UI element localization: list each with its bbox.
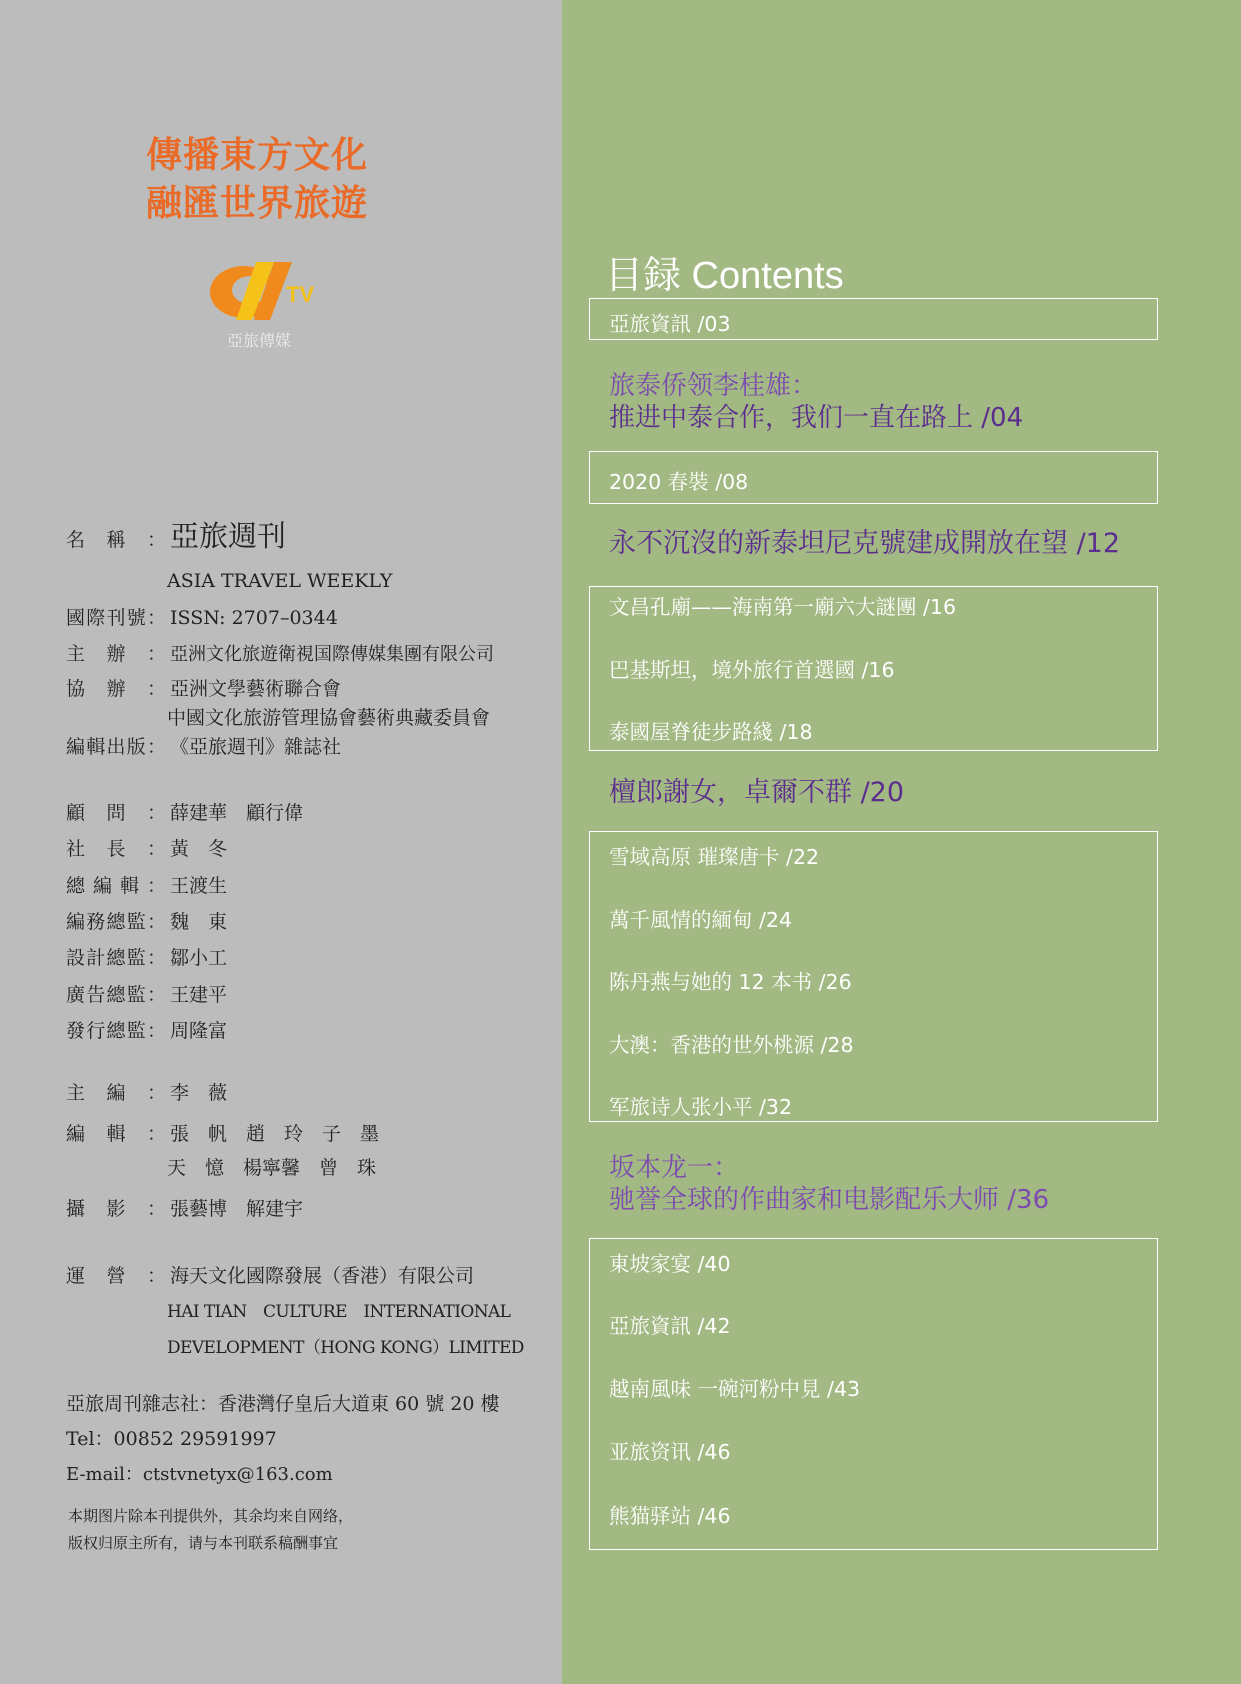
issn-label: 國際刊號： (66, 607, 166, 629)
toc-item[interactable]: 文昌孔廟——海南第一廟六大謎團 /16 (609, 595, 957, 619)
email: E-mail：ctstvnetyx@163.com (66, 1464, 333, 1485)
ad-director-row (66, 982, 227, 1008)
toc-feature-2[interactable]: 永不沉沒的新泰坦尼克號建成開放在望 /12 (609, 528, 1121, 559)
logo-caption: 亞旅傳媒 (226, 331, 291, 350)
slogan-line-1: 傳播東方文化 (146, 135, 369, 176)
toc-item[interactable]: 军旅诗人张小平 /32 (609, 1095, 793, 1119)
toc-item[interactable]: 2020 春裝 /08 (609, 470, 749, 494)
toc-item[interactable]: 亚旅资讯 /46 (609, 1440, 731, 1464)
issn-row (66, 605, 338, 631)
editors-label: 編輯： (66, 1123, 166, 1145)
president-row (66, 836, 227, 862)
advisor-row (66, 800, 303, 826)
distribution-director-label: 發行總監： (66, 1020, 166, 1042)
svg-text:TV: TV (286, 282, 315, 307)
editorial-director-value: 魏 東 (170, 911, 228, 933)
magazine-name-en: ASIA TRAVEL WEEKLY (167, 570, 393, 592)
toc-title: 目録 Contents (605, 255, 844, 297)
masthead (66, 0, 546, 1684)
toc-item[interactable]: 亞旅資訊 /42 (609, 1314, 731, 1338)
advisor-label: 顧問： (66, 802, 166, 824)
photo-value: 張藝博 解建宇 (170, 1198, 304, 1220)
photo-row (66, 1196, 303, 1222)
editor-in-chief-label: 主編： (66, 1082, 166, 1104)
publisher-label: 編輯出版： (66, 736, 166, 758)
co-organizer-label: 協辦： (66, 678, 166, 700)
telephone: Tel：00852 29591997 (66, 1428, 277, 1450)
editorial-director-label: 編務總監： (66, 911, 166, 933)
operator-value: 海天文化國際發展（香港）有限公司 (170, 1265, 475, 1287)
editors-value-2: 天 憶 楊寧馨 曾 珠 (167, 1157, 377, 1179)
toc-item[interactable]: 越南風味 一碗河粉中見 /43 (609, 1377, 861, 1401)
host-label: 主辦： (66, 643, 166, 665)
name-label: 名稱： (66, 529, 166, 551)
toc-item[interactable]: 亞旅資訊 /03 (609, 312, 731, 336)
toc-item[interactable]: 雪域高原 璀璨唐卡 /22 (609, 845, 820, 869)
operator-en-line-1: HAI TIAN CULTURE INTERNATIONAL (167, 1302, 511, 1322)
toc-item[interactable]: 大澳：香港的世外桃源 /28 (609, 1033, 854, 1057)
toc-feature-1-line-2[interactable]: 推进中泰合作，我们一直在路上 /04 (609, 403, 1024, 433)
chief-editor-value: 王渡生 (170, 875, 228, 897)
photo-label: 攝影： (66, 1198, 166, 1220)
ad-director-label: 廣告總監： (66, 984, 166, 1006)
toc-feature-4-line-1[interactable]: 坂本龙一： (609, 1153, 740, 1183)
issn-value: ISSN: 2707–0344 (170, 607, 338, 629)
design-director-row (66, 945, 227, 971)
operator-en-line-2: DEVELOPMENT（HONG KONG）LIMITED (167, 1338, 524, 1358)
publisher-row (66, 734, 341, 760)
toc-feature-3[interactable]: 檀郎謝女，卓爾不群 /20 (609, 777, 905, 808)
toc-item[interactable]: 萬千風情的緬甸 /24 (609, 908, 793, 932)
president-label: 社長： (66, 838, 166, 860)
editor-in-chief-value: 李 薇 (170, 1082, 228, 1104)
co-organizer-value-2: 中國文化旅游管理協會藝術典藏委員會 (167, 707, 491, 729)
operator-row (66, 1263, 474, 1289)
advisor-value: 薛建華 顧行偉 (170, 802, 304, 824)
co-organizer-value-1: 亞洲文學藝術聯合會 (170, 678, 342, 700)
design-director-label: 設計總監： (66, 947, 166, 969)
design-director-value: 鄒小工 (170, 947, 228, 969)
ad-director-value: 王建平 (170, 984, 228, 1006)
editors-value-1: 張 帆 趙 玲 子 墨 (170, 1123, 380, 1145)
operator-label: 運營： (66, 1265, 166, 1287)
editors-row (66, 1121, 379, 1147)
address: 亞旅周刊雜志社：香港灣仔皇后大道東 60 號 20 樓 (66, 1393, 500, 1415)
distribution-director-value: 周隆富 (170, 1020, 228, 1042)
toc-item[interactable]: 泰國屋脊徒步路綫 /18 (609, 720, 813, 744)
editorial-director-row (66, 909, 227, 935)
host-value: 亞洲文化旅遊衛視国際傳媒集團有限公司 (170, 644, 494, 665)
toc-item[interactable]: 巴基斯坦，境外旅行首選國 /16 (609, 658, 895, 682)
co-organizer-row (66, 676, 341, 702)
copyright-note-2: 版权归原主所有，请与本刊联系稿酬事宜 (68, 1534, 339, 1552)
editor-in-chief-row (66, 1080, 227, 1106)
toc-item[interactable]: 熊猫驿站 /46 (609, 1504, 731, 1528)
toc-item[interactable]: 陈丹燕与她的 12 本书 /26 (609, 970, 852, 994)
toc-item[interactable]: 東坡家宴 /40 (609, 1252, 731, 1276)
host-row (66, 641, 494, 668)
copyright-note-1: 本期图片除本刊提供外，其余均来自网络， (68, 1507, 354, 1525)
publisher-value: 《亞旅週刊》雜誌社 (170, 736, 342, 758)
chief-editor-row (66, 873, 227, 899)
chief-editor-label: 總編輯： (66, 875, 166, 897)
toc-feature-4-line-2[interactable]: 驰誉全球的作曲家和电影配乐大师 /36 (609, 1185, 1050, 1215)
president-value: 黃 冬 (170, 838, 228, 860)
magazine-name: 亞旅週刊 (170, 519, 287, 553)
toc-feature-1-line-1[interactable]: 旅泰侨领李桂雄： (609, 371, 818, 401)
slogan-line-2: 融匯世界旅遊 (146, 183, 369, 224)
name-row (66, 519, 287, 553)
distribution-director-row (66, 1018, 227, 1044)
